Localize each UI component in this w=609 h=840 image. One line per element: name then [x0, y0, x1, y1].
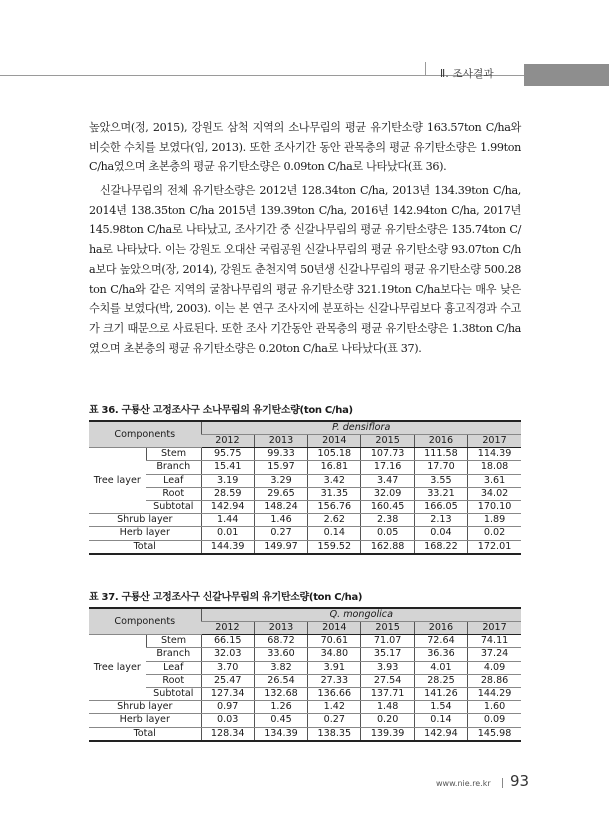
value-cell: 28.25	[414, 674, 467, 687]
value-cell: 145.98	[468, 727, 521, 741]
carbon-table	[89, 607, 521, 742]
value-cell: 162.88	[361, 540, 414, 554]
value-cell: 2.38	[361, 514, 414, 527]
value-cell: 3.61	[468, 474, 521, 487]
section-title: Ⅱ. 조사결과	[440, 68, 494, 80]
value-cell: 32.03	[201, 648, 254, 661]
value-cell: 159.52	[308, 540, 361, 554]
value-cell: 134.39	[254, 727, 307, 741]
value-cell: 0.27	[308, 714, 361, 727]
tree-layer-label: Tree layer	[89, 448, 146, 514]
value-cell: 26.54	[254, 674, 307, 687]
carbon-table	[89, 420, 521, 555]
value-cell: 137.71	[361, 687, 414, 700]
value-cell: 144.39	[201, 540, 254, 554]
row-label: Herb layer	[89, 527, 201, 540]
value-cell: 3.91	[308, 661, 361, 674]
value-cell: 4.09	[468, 661, 521, 674]
row-label: Branch	[146, 648, 201, 661]
year-header: 2017	[468, 622, 521, 635]
year-header: 2013	[254, 435, 307, 448]
table-row	[89, 540, 521, 554]
table-row	[89, 461, 521, 474]
value-cell: 0.03	[201, 714, 254, 727]
row-label: Stem	[146, 448, 201, 461]
value-cell: 0.97	[201, 701, 254, 714]
value-cell: 34.02	[468, 487, 521, 500]
row-label: Shrub layer	[89, 701, 201, 714]
value-cell: 141.26	[414, 687, 467, 700]
table-row	[89, 527, 521, 540]
value-cell: 156.76	[308, 500, 361, 513]
table-row	[89, 714, 521, 727]
value-cell: 33.60	[254, 648, 307, 661]
section-tab	[524, 64, 609, 86]
value-cell: 0.05	[361, 527, 414, 540]
value-cell: 3.19	[201, 474, 254, 487]
value-cell: 32.09	[361, 487, 414, 500]
species-header: Q. mongolica	[201, 608, 521, 622]
year-header: 2016	[414, 435, 467, 448]
value-cell: 0.04	[414, 527, 467, 540]
value-cell: 114.39	[468, 448, 521, 461]
table-row	[89, 635, 521, 648]
body-paragraph: 신갈나무림의 전체 유기탄소량은 2012년 128.34ton C/ha, 2013년 134.39ton C/ha, 2014년 138.35ton C/ha 2015년 139.39ton C/ha, 2016년 142.94ton C/ha, 2017년 145.98ton C/ha로 나타났고, 조사기간 중 신갈나무림의 평균 유기탄소량은 135.74ton C/ha로 나타났다. 이는 강원도 오대산 국립공원 신갈나무림의 평균 유기탄소량 93.07ton C/ha보다 높았으며(장, 2014), 강원도 춘천지역 50년생 신갈나무림의 평균 유기탄소량 500.28ton C/ha와 같은 지역의 굴참나무림의 평균 유기탄소량 321.19ton C/ha보다는 매우 낮은 수치를 보였다(박, 2003). 이는 본 연구 조사지에 분포하는 신갈나무림보다 흉고직경과 수고가 크기 때문으로 사료된다. 또한 조사 기간동안 관목층의 평균 유기탄소량은 1.38ton C/ha였으며 초본층의 평균 유기탄소량은 0.20ton C/ha로 나타났다(표 37).	[89, 184, 521, 355]
value-cell: 168.22	[414, 540, 467, 554]
value-cell: 1.48	[361, 701, 414, 714]
table-row	[89, 487, 521, 500]
table-header-row	[89, 608, 521, 622]
year-header: 2014	[308, 435, 361, 448]
row-label: Leaf	[146, 474, 201, 487]
value-cell: 3.82	[254, 661, 307, 674]
value-cell: 148.24	[254, 500, 307, 513]
value-cell: 128.34	[201, 727, 254, 741]
header-tick	[425, 62, 426, 76]
value-cell: 29.65	[254, 487, 307, 500]
value-cell: 166.05	[414, 500, 467, 513]
row-label: Subtotal	[146, 500, 201, 513]
table-row	[89, 727, 521, 741]
row-label: Total	[89, 727, 201, 741]
value-cell: 27.54	[361, 674, 414, 687]
value-cell: 34.80	[308, 648, 361, 661]
value-cell: 144.29	[468, 687, 521, 700]
value-cell: 71.07	[361, 635, 414, 648]
value-cell: 3.93	[361, 661, 414, 674]
value-cell: 2.62	[308, 514, 361, 527]
value-cell: 4.01	[414, 661, 467, 674]
value-cell: 111.58	[414, 448, 467, 461]
tree-layer-label: Tree layer	[89, 635, 146, 701]
value-cell: 18.08	[468, 461, 521, 474]
value-cell: 17.70	[414, 461, 467, 474]
row-label: Root	[146, 674, 201, 687]
footer-separator	[502, 778, 503, 788]
table-caption: 표 37. 구룡산 고정조사구 신갈나무림의 유기탄소량(ton C/ha)	[89, 592, 363, 603]
value-cell: 1.54	[414, 701, 467, 714]
table-row	[89, 648, 521, 661]
value-cell: 15.41	[201, 461, 254, 474]
header-rule	[0, 75, 609, 76]
value-cell: 36.36	[414, 648, 467, 661]
value-cell: 35.17	[361, 648, 414, 661]
value-cell: 132.68	[254, 687, 307, 700]
species-header: P. densiflora	[201, 421, 521, 435]
year-header: 2015	[361, 622, 414, 635]
value-cell: 1.44	[201, 514, 254, 527]
row-label: Branch	[146, 461, 201, 474]
value-cell: 74.11	[468, 635, 521, 648]
value-cell: 107.73	[361, 448, 414, 461]
table-header-row	[89, 421, 521, 435]
components-header: Components	[89, 608, 201, 635]
value-cell: 0.09	[468, 714, 521, 727]
table-row	[89, 474, 521, 487]
value-cell: 3.42	[308, 474, 361, 487]
table-row	[89, 674, 521, 687]
value-cell: 99.33	[254, 448, 307, 461]
value-cell: 160.45	[361, 500, 414, 513]
value-cell: 95.75	[201, 448, 254, 461]
value-cell: 136.66	[308, 687, 361, 700]
value-cell: 149.97	[254, 540, 307, 554]
value-cell: 142.94	[414, 727, 467, 741]
value-cell: 0.14	[414, 714, 467, 727]
value-cell: 68.72	[254, 635, 307, 648]
table-row	[89, 661, 521, 674]
year-header: 2015	[361, 435, 414, 448]
year-header: 2012	[201, 435, 254, 448]
table-row	[89, 701, 521, 714]
value-cell: 172.01	[468, 540, 521, 554]
value-cell: 37.24	[468, 648, 521, 661]
value-cell: 3.70	[201, 661, 254, 674]
value-cell: 3.29	[254, 474, 307, 487]
value-cell: 27.33	[308, 674, 361, 687]
row-label: Leaf	[146, 661, 201, 674]
value-cell: 33.21	[414, 487, 467, 500]
value-cell: 17.16	[361, 461, 414, 474]
value-cell: 16.81	[308, 461, 361, 474]
value-cell: 28.86	[468, 674, 521, 687]
row-label: Root	[146, 487, 201, 500]
year-header: 2012	[201, 622, 254, 635]
components-header: Components	[89, 421, 201, 448]
value-cell: 66.15	[201, 635, 254, 648]
value-cell: 1.60	[468, 701, 521, 714]
year-header: 2014	[308, 622, 361, 635]
table-row	[89, 448, 521, 461]
value-cell: 139.39	[361, 727, 414, 741]
table-caption: 표 36. 구룡산 고정조사구 소나무림의 유기탄소량(ton C/ha)	[89, 405, 353, 416]
table-row	[89, 514, 521, 527]
value-cell: 1.26	[254, 701, 307, 714]
value-cell: 142.94	[201, 500, 254, 513]
row-label: Herb layer	[89, 714, 201, 727]
row-label: Total	[89, 540, 201, 554]
body-paragraph: 높았으며(정, 2015), 강원도 삼척 지역의 소나무림의 평균 유기탄소량 163.57ton C/ha와 비슷한 수치를 보였다(임, 2013). 또한 조사기간 동안 관목층의 평균 유기탄소량은 1.99ton C/ha였으며 초본층의 평균 유기탄소량은 0.09ton C/ha로 나타났다(표 36).	[89, 121, 521, 174]
page-number: 93	[510, 772, 530, 790]
table-row	[89, 500, 521, 513]
value-cell: 15.97	[254, 461, 307, 474]
value-cell: 1.46	[254, 514, 307, 527]
value-cell: 3.55	[414, 474, 467, 487]
value-cell: 0.20	[361, 714, 414, 727]
row-label: Subtotal	[146, 687, 201, 700]
value-cell: 0.01	[201, 527, 254, 540]
value-cell: 31.35	[308, 487, 361, 500]
value-cell: 105.18	[308, 448, 361, 461]
year-header: 2017	[468, 435, 521, 448]
value-cell: 0.45	[254, 714, 307, 727]
value-cell: 0.27	[254, 527, 307, 540]
value-cell: 2.13	[414, 514, 467, 527]
year-header: 2013	[254, 622, 307, 635]
value-cell: 0.02	[468, 527, 521, 540]
value-cell: 72.64	[414, 635, 467, 648]
value-cell: 70.61	[308, 635, 361, 648]
value-cell: 127.34	[201, 687, 254, 700]
row-label: Shrub layer	[89, 514, 201, 527]
table-row	[89, 687, 521, 700]
value-cell: 25.47	[201, 674, 254, 687]
row-label: Stem	[146, 635, 201, 648]
value-cell: 28.59	[201, 487, 254, 500]
value-cell: 170.10	[468, 500, 521, 513]
value-cell: 0.14	[308, 527, 361, 540]
value-cell: 1.89	[468, 514, 521, 527]
value-cell: 138.35	[308, 727, 361, 741]
value-cell: 3.47	[361, 474, 414, 487]
year-header: 2016	[414, 622, 467, 635]
footer-url: www.nie.re.kr	[436, 779, 491, 788]
value-cell: 1.42	[308, 701, 361, 714]
